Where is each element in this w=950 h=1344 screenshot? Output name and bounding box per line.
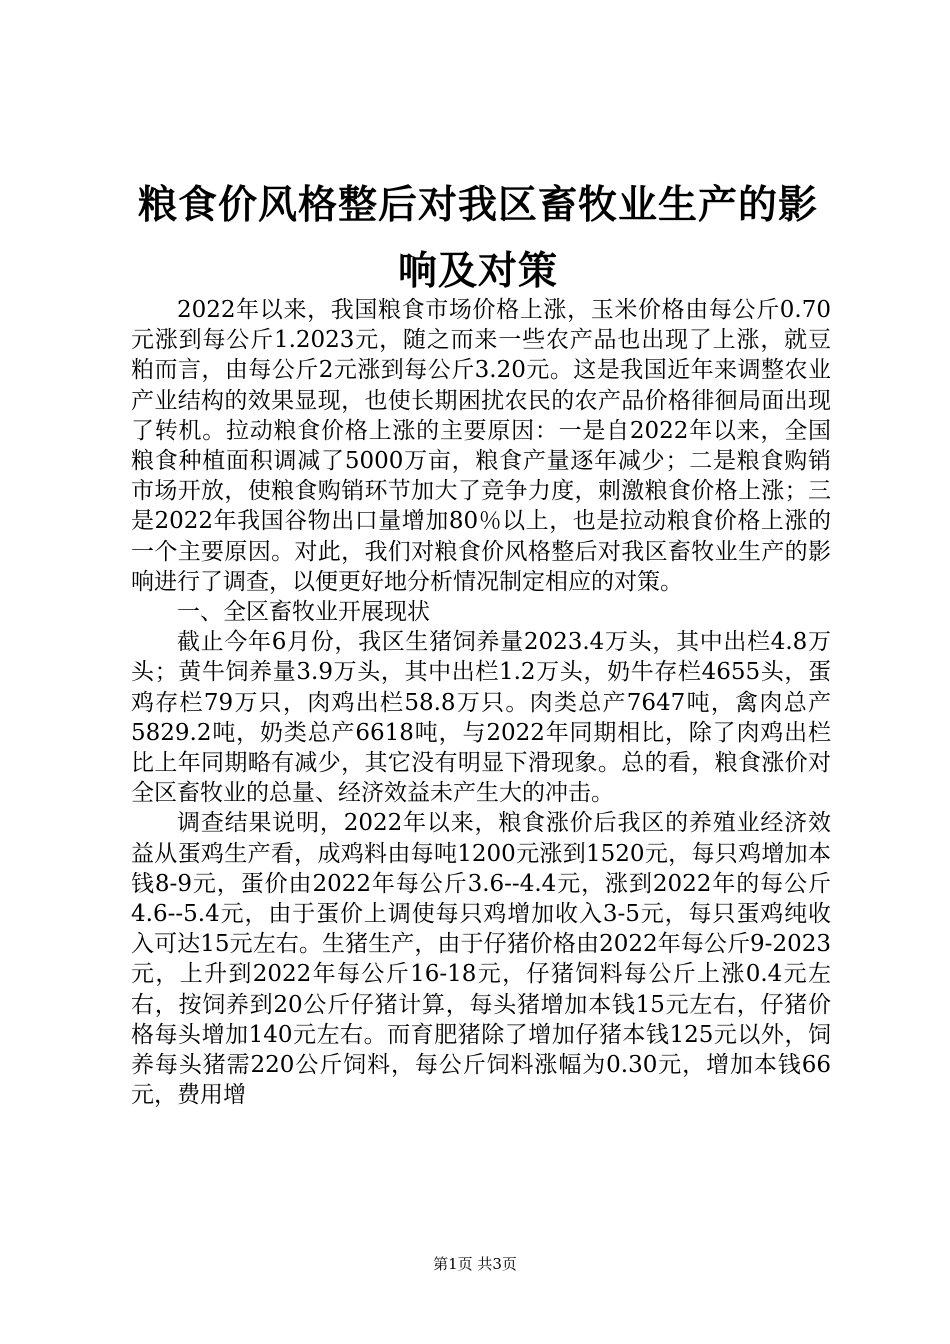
page-footer: 第1页 共3页 xyxy=(433,1255,517,1273)
document-body xyxy=(131,295,831,1110)
section-heading: 一、全区畜牧业开展现状 xyxy=(177,599,430,626)
document-title: 粮食价风格整后对我区畜牧业生产的影响及对策 xyxy=(137,182,818,294)
paragraph-status: 截止今年6月份，我区生猪饲养量2023.4万头，其中出栏4.8万头；黄牛饲养量3.9万头，其中出栏1.2万头，奶牛存栏4655头，蛋鸡存栏79万只，肉鸡出栏58.8万只。肉类总产7647吨，禽肉总产5829.2吨，奶类总产6618吨，与2022年同期相比，除了肉鸡出栏比上年同期略有减少，其它没有明显下滑现象。总的看，粮食涨价对全区畜牧业的总量、经济效益未产生大的冲击。 xyxy=(131,629,831,807)
paragraph-intro: 2022年以来，我国粮食市场价格上涨，玉米价格由每公斤0.70元涨到每公斤1.2023元，随之而来一些农产品也出现了上涨，就豆粕而言，由每公斤2元涨到每公斤3.20元。这是我国近年来调整农业产业结构的效果显现，也使长期困扰农民的农产品价格徘徊局面出现了转机。拉动粮食价格上涨的主要原因：一是自2022年以来，全国粮食种植面积调减了5000万亩，粮食产量逐年减少；二是粮食购销市场开放，使粮食购销环节加大了竞争力度，刺激粮食价格上涨；三是2022年我国谷物出口量增加80％以上，也是拉动粮食价格上涨的一个主要原因。对此，我们对粮食价风格整后对我区畜牧业生产的影响进行了调查，以便更好地分析情况制定相应的对策。 xyxy=(131,297,831,595)
paragraph-survey: 调查结果说明，2022年以来，粮食涨价后我区的养殖业经济效益从蛋鸡生产看，成鸡料由每吨1200元涨到1520元，每只鸡增加本钱8-9元，蛋价由2022年每公斤3.6--4.4元，涨到2022年的每公斤4.6--5.4元，由于蛋价上调使每只鸡增加收入3-5元，每只蛋鸡纯收入可达15元左右。生猪生产，由于仔猪价格由2022年每公斤9-2023元，上升到2022年每公斤16-18元，仔猪饲料每公斤上涨0.4元左右，按饲养到20公斤仔猪计算，每头猪增加本钱15元左右，仔猪价格每头增加140元左右。而育肥猪除了增加仔猪本钱125元以外，饲养每头猪需220公斤饲料，每公斤饲料涨幅为0.30元，增加本钱66元，费用增 xyxy=(131,810,831,1109)
